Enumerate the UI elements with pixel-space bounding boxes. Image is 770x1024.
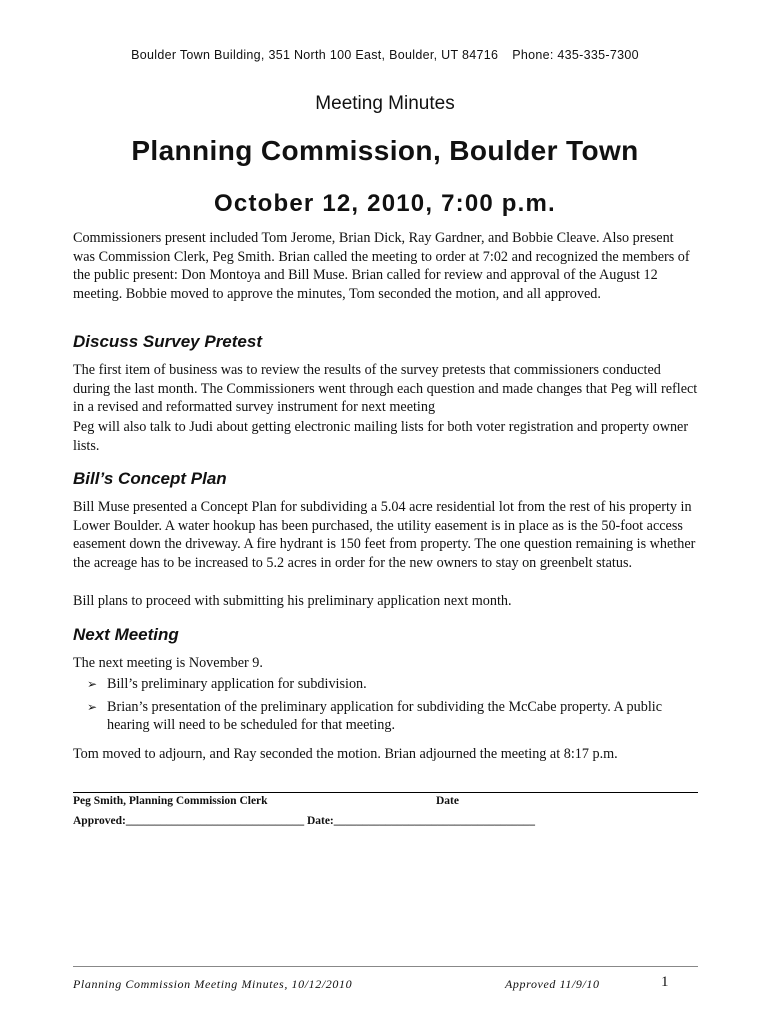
letterhead — [0, 48, 770, 62]
signature-date-label: Date — [436, 795, 459, 807]
signature-rule — [73, 792, 698, 793]
meeting-date: October 12, 2010, 7:00 p.m. — [214, 190, 556, 217]
survey-paragraph-2: Peg will also talk to Judi about getting electronic mailing lists for both voter registration and property owner lists. — [73, 419, 689, 454]
document-title: Planning Commission, Boulder Town — [131, 135, 639, 166]
next-meeting-intro: The next meeting is November 9. — [73, 655, 263, 671]
letterhead-address: Boulder Town Building, 351 North 100 East, Boulder, UT 84716 — [131, 48, 499, 62]
adjournment-paragraph: Tom moved to adjourn, and Ray seconded the motion. Brian adjourned the meeting at 8:17 p.m. — [73, 746, 618, 762]
letterhead-phone: Phone: 435-335-7300 — [512, 48, 639, 62]
list-item — [73, 698, 698, 735]
clerk-signature-label: Peg Smith, Planning Commission Clerk — [73, 795, 268, 807]
page-number: 1 — [661, 974, 669, 990]
approval-line: Approved:_______________________________ Date:___________________________________ — [73, 815, 536, 827]
footer-rule — [73, 966, 698, 967]
section-heading-survey: Discuss Survey Pretest — [73, 332, 262, 351]
arrow-bullet-icon: ➢ — [87, 699, 98, 714]
intro-paragraph: Commissioners present included Tom Jerome, Brian Dick, Ray Gardner, and Bobbie Cleave. Also present was Commission Clerk, Peg Smith. Brian called the meeting to order at 7:02 and recognized the members of the public present: Don Montoya and Bill Muse. Brian called for review and approval of the August 12 meeting. Bobbie moved to approve the minutes, Tom seconded the motion, and all approved. — [73, 230, 690, 302]
survey-paragraph-1: The first item of business was to review the results of the survey pretests that commissioners conducted during the last month. The Commissioners went through each question and made changes that Peg will reflect in a revised and reformatted survey instrument for next meeting — [73, 362, 698, 416]
section-heading-concept-plan: Bill’s Concept Plan — [73, 469, 227, 488]
list-item — [73, 675, 698, 694]
document-kicker: Meeting Minutes — [315, 93, 455, 114]
arrow-bullet-icon: ➢ — [87, 677, 98, 691]
section-heading-next-meeting: Next Meeting — [73, 625, 179, 644]
concept-plan-paragraph-2: Bill plans to proceed with submitting his preliminary application next month. — [73, 593, 512, 609]
footer-approval-date: Approved 11/9/10 — [505, 977, 600, 991]
list-item-text: Bill’s preliminary application for subdivision. — [107, 676, 367, 692]
footer-document-name: Planning Commission Meeting Minutes, 10/12/2010 — [73, 977, 353, 991]
concept-plan-paragraph-1: Bill Muse presented a Concept Plan for subdividing a 5.04 acre residential lot from the rest of his property in Lower Boulder. A water hookup has been purchased, the utility easement is in place as is the 50-foot access easement down the driveway. A fire hydrant is 150 feet from property. The one question remaining is whether the acreage has to be increased to 5.2 acres in order for the new owners to stay on greenbelt status. — [73, 499, 696, 571]
list-item-text: Brian’s presentation of the preliminary application for subdividing the McCabe property. A public hearing will need to be scheduled for that meeting. — [107, 698, 663, 734]
next-meeting-agenda-list — [73, 675, 698, 739]
